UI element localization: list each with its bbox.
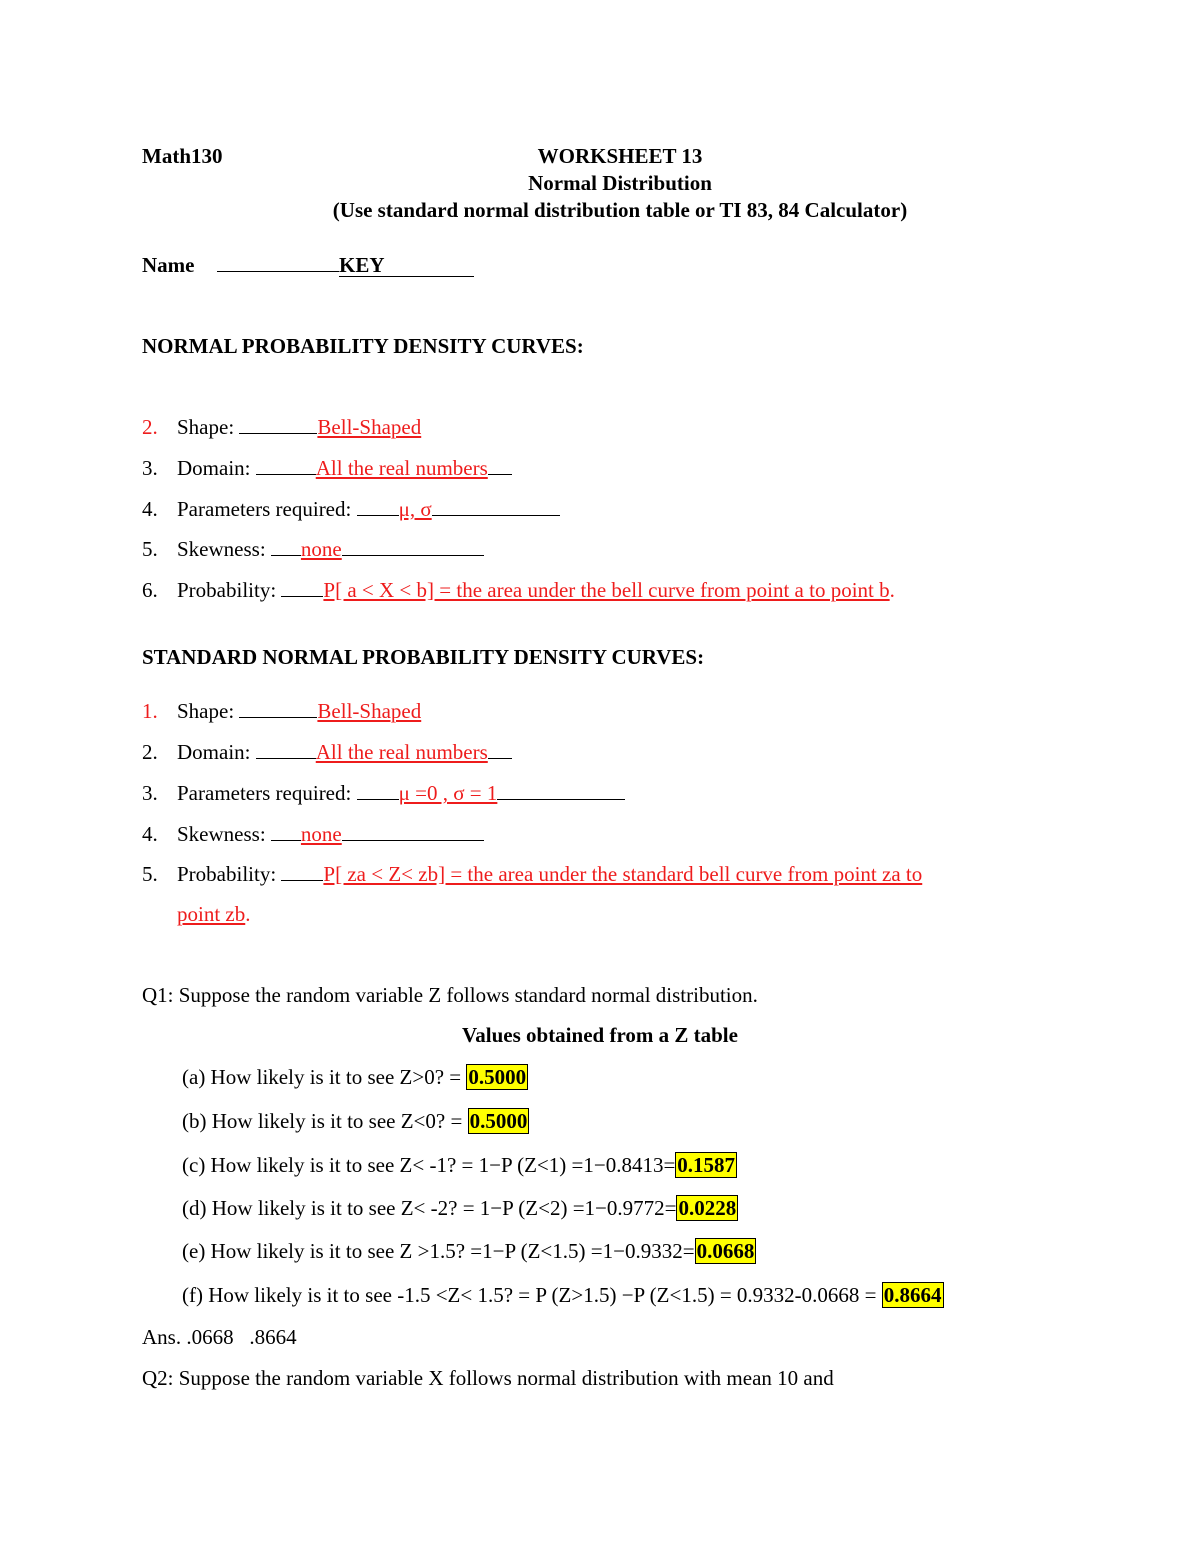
normal-item-shape: 2. Shape: Bell-Shaped — [142, 415, 422, 439]
q2-prompt: Q2: Suppose the random variable X follows normal distribution with mean 10 and — [142, 1366, 834, 1390]
course-label: Math130 — [142, 144, 223, 168]
z-table-heading: Values obtained from a Z table — [462, 1023, 738, 1047]
normal-item-parameters: 4. Parameters required: μ, σ — [142, 498, 560, 520]
q1-result-d: 0.0228 — [678, 1196, 737, 1220]
worksheet-title: WORKSHEET 13 — [537, 144, 703, 168]
name-row — [142, 254, 474, 277]
standard-item-probability-cont: point zb. — [177, 902, 251, 926]
worksheet-subtitle: Normal Distribution — [528, 171, 712, 195]
worksheet-instruction: (Use standard normal distribution table or TI 83, 84 Calculator) — [332, 198, 908, 222]
name-value: KEY — [339, 255, 474, 277]
q1-prompt: Q1: Suppose the random variable Z follows standard normal distribution. — [142, 983, 758, 1007]
q1-part-b: (b) How likely is it to see Z<0? = 0.5000 — [182, 1109, 528, 1133]
standard-item-parameters: 3. Parameters required: μ =0 , σ = 1 — [142, 782, 625, 804]
q1-answer-line: Ans. .0668 .8664 — [142, 1325, 297, 1349]
q1-result-e: 0.0668 — [696, 1239, 755, 1263]
q1-result-a: 0.5000 — [468, 1065, 527, 1089]
standard-heading: STANDARD NORMAL PROBABILITY DENSITY CURVES: — [142, 645, 705, 669]
standard-item-shape: 1. Shape: Bell-Shaped — [142, 699, 422, 723]
q1-part-e: (e) How likely is it to see Z >1.5? =1−P (Z<1.5) =1−0.9332=0.0668 — [182, 1239, 755, 1263]
normal-item-domain: 3. Domain: All the real numbers — [142, 457, 512, 479]
standard-item-domain: 2. Domain: All the real numbers — [142, 741, 512, 763]
q1-result-c: 0.1587 — [677, 1153, 736, 1177]
normal-item-probability: 6. Probability: P[ a < X < b] = the area under the bell curve from point a to point b. — [142, 578, 895, 602]
q1-result-b: 0.5000 — [469, 1109, 528, 1133]
normal-heading: NORMAL PROBABILITY DENSITY CURVES: — [142, 334, 584, 358]
standard-item-probability: 5. Probability: P[ za < Z< zb] = the area under the standard bell curve from point za to — [142, 862, 923, 886]
q1-part-d: (d) How likely is it to see Z< -2? = 1−P (Z<2) =1−0.9772=0.0228 — [182, 1196, 737, 1220]
q1-part-c: (c) How likely is it to see Z< -1? = 1−P (Z<1) =1−0.8413=0.1587 — [182, 1153, 736, 1177]
q1-part-a: (a) How likely is it to see Z>0? = 0.5000 — [182, 1065, 527, 1089]
normal-item-skewness: 5. Skewness: none — [142, 538, 484, 560]
q1-result-f: 0.8664 — [883, 1283, 942, 1307]
name-blank-left — [217, 254, 339, 272]
standard-item-skewness: 4. Skewness: none — [142, 823, 484, 845]
q1-part-f: (f) How likely is it to see -1.5 <Z< 1.5? = P (Z>1.5) −P (Z<1.5) = 0.9332-0.0668 = 0.8664 — [182, 1283, 942, 1307]
name-label: Name — [142, 253, 195, 277]
